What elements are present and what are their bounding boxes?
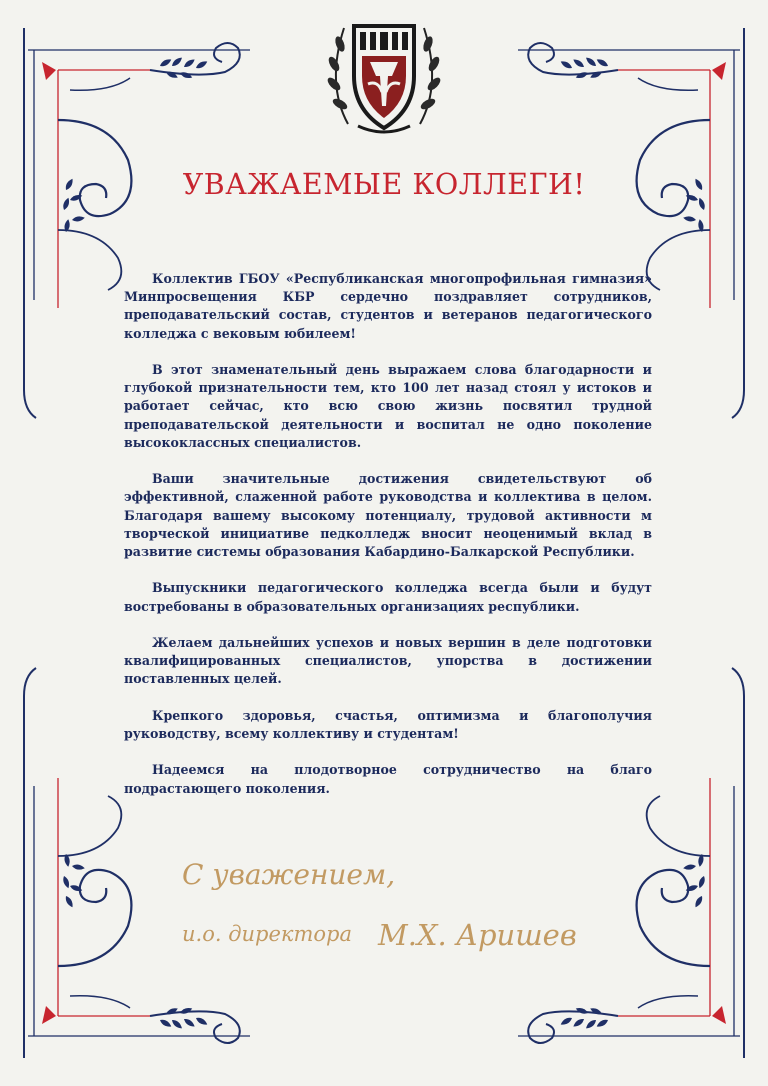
paragraph: Желаем дальнейших успехов и новых вершин в деле подготовки квалифицированных специалистов, упорства в достижении поставленных целей.	[124, 635, 652, 687]
paragraph: Крепкого здоровья, счастья, оптимизма и благополучия руководству, всему коллективу и студентам!	[124, 707, 652, 741]
paragraph: Выпускники педагогического колледжа всегда были и будут востребованы в образовательных организациях республики.	[124, 580, 652, 614]
letter-body	[124, 270, 652, 816]
paragraph: Ваши значительные достижения свидетельствуют об эффективной, слаженной работе руководства и коллектива в целом. Благодаря вашему высокому потенциалу, трудовой активности м творческой инициативе педколледж вносит неоценимый вклад в развитие системы образования Кабардино-Балкарской Республики.	[124, 471, 652, 560]
paragraph: В этот знаменательный день выражаем слова благодарности и глубокой признательности тем, кто 100 лет назад стоял у истоков и работает сейчас, кто всю свою жизнь посвятил трудной преподавательской деятельности и воспитал не одно поколение высококлассных специалистов.	[124, 362, 652, 450]
signatory-position: и.о. директора	[182, 922, 352, 946]
signatory-name: М.Х. Аришев	[378, 918, 577, 952]
closing-salutation: С уважением,	[182, 858, 396, 891]
paragraph: Надеемся на плодотворное сотрудничество на благо подрастающего поколения.	[124, 762, 652, 796]
laurel-shield-emblem-icon	[318, 14, 450, 140]
paragraph: Коллектив ГБОУ «Республиканская многопрофильная гимназия» Минпросвещения КБР сердечно поздравляет сотрудников, преподавательский состав, студентов и ветеранов педагогического колледжа с вековым юбилеем!	[124, 271, 652, 341]
letter-title: УВАЖАЕМЫЕ КОЛЛЕГИ!	[182, 168, 586, 201]
